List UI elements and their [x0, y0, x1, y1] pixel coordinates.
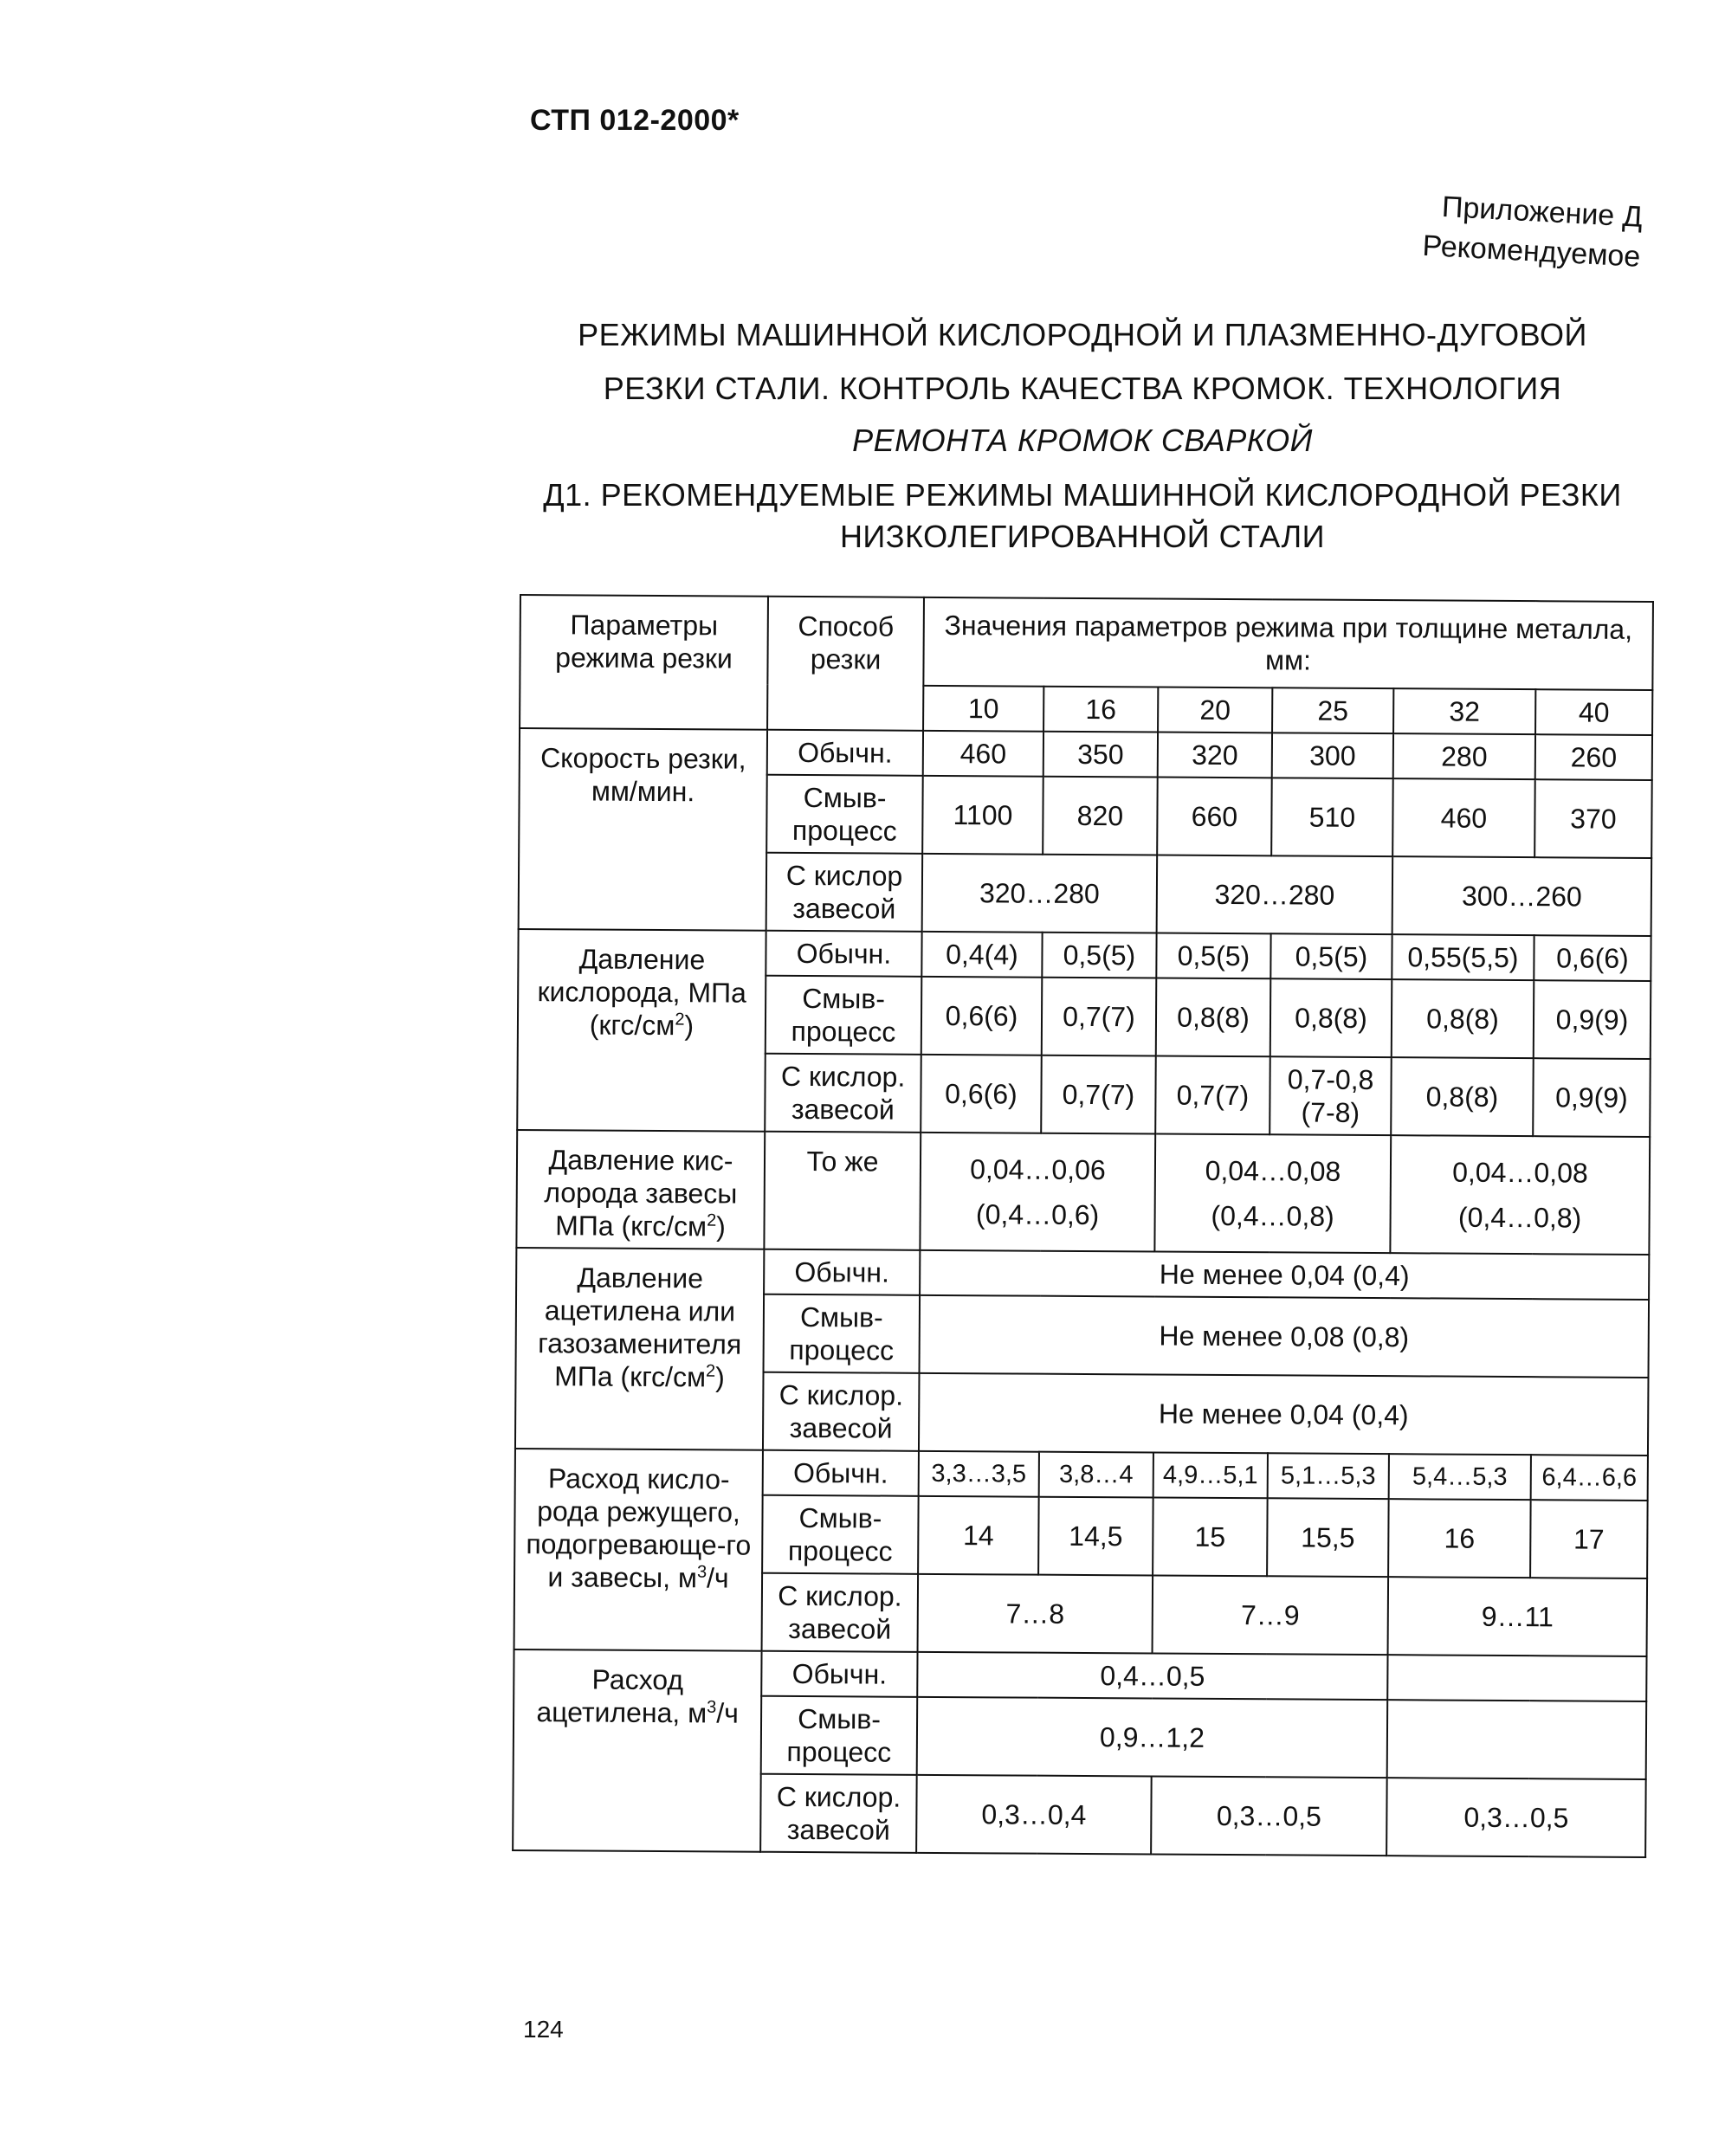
value-cell: 0,9…1,2 [917, 1697, 1388, 1778]
param-cutting-speed: Скорость резки, мм/мин. [519, 728, 767, 931]
value-cell: 370 [1534, 779, 1652, 858]
value-line: (0,4…0,8) [1211, 1199, 1334, 1232]
header-values: Значения параметров режима при толщине металла, мм: [923, 597, 1653, 690]
param-oxygen-flow [514, 1449, 763, 1651]
param-label-end: /ч [706, 1562, 729, 1594]
method-cell: Смыв-процесс [761, 1696, 918, 1775]
value-cell: 3,8…4 [1039, 1452, 1153, 1498]
value-cell: 0,7(7) [1042, 978, 1157, 1056]
method-cell: Обычн. [767, 730, 923, 776]
thickness-cell: 20 [1158, 687, 1272, 733]
section-title-line-1: Д1. РЕКОМЕНДУЕМЫЕ РЕЖИМЫ МАШИННОЙ КИСЛОРОДНОЙ РЕЗКИ [543, 477, 1622, 513]
param-label-end: ) [684, 1010, 695, 1042]
cutting-regimes-table [512, 594, 1654, 1858]
param-label-end: ) [716, 1210, 726, 1243]
table-row [520, 728, 1652, 780]
table-row [514, 1649, 1646, 1701]
value-cell: 9…11 [1388, 1577, 1648, 1656]
param-label-end: /ч [716, 1697, 739, 1729]
value-cell: Не менее 0,04 (0,4) [920, 1250, 1649, 1300]
value-cell: 460 [923, 731, 1043, 777]
method-cell: С кислор. завесой [763, 1372, 920, 1451]
value-cell: 820 [1043, 777, 1158, 855]
value-cell: 0,8(8) [1391, 1057, 1534, 1136]
value-cell: 320…280 [1157, 855, 1393, 935]
value-cell: 0,3…0,4 [916, 1775, 1152, 1855]
value-cell: 260 [1535, 734, 1652, 780]
value-cell: 320…280 [922, 854, 1158, 933]
value-cell: 17 [1530, 1500, 1648, 1578]
value-cell: 320 [1158, 733, 1272, 778]
value-cell: 15 [1153, 1497, 1268, 1576]
value-cell: 14,5 [1038, 1497, 1153, 1576]
superscript: 3 [696, 1562, 707, 1582]
value-cell: 0,6(6) [1534, 935, 1651, 981]
section-title-line-2: НИЗКОЛЕГИРОВАННОЙ СТАЛИ [839, 519, 1326, 554]
value-cell: 0,8(8) [1270, 978, 1392, 1057]
method-cell: Обычн. [766, 931, 921, 977]
value-cell [920, 1133, 1155, 1252]
appendix-title: Приложение Д [1441, 190, 1644, 234]
value-cell: 510 [1271, 778, 1393, 856]
thickness-cell: 16 [1043, 687, 1158, 733]
value-cell: 0,7-0,8 (7-8) [1270, 1056, 1392, 1135]
param-label: Давление ацетилена или газозаменителя МПа (кгс/см [538, 1262, 742, 1393]
table-row [518, 929, 1651, 981]
value-cell: 0,5(5) [1156, 933, 1270, 979]
value-cell: 280 [1393, 733, 1535, 779]
method-cell: С кислор завесой [766, 853, 923, 932]
page-number: 124 [523, 2016, 564, 2043]
method-cell: Обычн. [763, 1450, 919, 1496]
table-row [516, 1130, 1650, 1255]
value-cell: 0,9(9) [1533, 1058, 1651, 1137]
value-line: 0,04…0,06 [970, 1153, 1106, 1186]
value-cell: 3,3…3,5 [919, 1451, 1039, 1497]
value-cell: 7…9 [1153, 1575, 1389, 1655]
method-cell: Смыв-процесс [766, 976, 922, 1055]
title-line-3: РЕМОНТА КРОМОК СВАРКОЙ [852, 423, 1313, 458]
value-cell: 16 [1388, 1499, 1531, 1578]
value-cell: 6,4…6,6 [1531, 1455, 1648, 1501]
method-cell: Обычн. [764, 1249, 920, 1295]
method-cell: Смыв-процесс [762, 1495, 919, 1574]
method-cell: Обычн. [761, 1651, 917, 1697]
value-cell: 4,9…5,1 [1153, 1452, 1268, 1498]
empty-cell [1387, 1655, 1646, 1701]
param-label-end: ) [715, 1361, 725, 1393]
value-cell: 15,5 [1267, 1498, 1389, 1577]
method-cell: Смыв-процесс [766, 775, 923, 854]
cutting-regimes-table-wrapper [512, 594, 1654, 1858]
table-header-row [520, 595, 1653, 690]
thickness-cell: 40 [1535, 689, 1652, 735]
param-acetylene-flow [513, 1649, 761, 1852]
thickness-cell: 32 [1393, 688, 1535, 734]
superscript: 3 [707, 1697, 717, 1717]
param-label: Давление кислорода, МПа (кгс/см [537, 943, 746, 1042]
thickness-cell: 10 [923, 686, 1043, 732]
table-row [515, 1449, 1648, 1501]
value-cell: 0,8(8) [1156, 978, 1271, 1057]
appendix-label [1422, 186, 1644, 277]
value-cell: 300 [1272, 733, 1393, 778]
value-cell: Не менее 0,04 (0,4) [919, 1373, 1649, 1456]
value-cell: 1100 [922, 776, 1043, 855]
value-cell: 0,3…0,5 [1151, 1776, 1387, 1856]
value-cell [1390, 1135, 1650, 1255]
appendix-status: Рекомендуемое [1421, 229, 1642, 274]
param-acetylene-pressure [515, 1248, 764, 1450]
param-label: Расход ацетилена, м [536, 1663, 707, 1729]
value-cell: 660 [1157, 778, 1272, 856]
title-line-1: РЕЖИМЫ МАШИННОЙ КИСЛОРОДНОЙ И ПЛАЗМЕННО-ДУГОВОЙ [578, 317, 1587, 352]
value-line: (0,4…0,6) [975, 1198, 1100, 1231]
value-cell: 0,55(5,5) [1392, 934, 1534, 980]
value-cell: 0,7(7) [1041, 1055, 1156, 1134]
param-label: Расход кисло-рода режущего, подогревающе-го и завесы, м [526, 1462, 752, 1594]
value-cell: 300…260 [1392, 856, 1652, 936]
superscript: 2 [707, 1210, 717, 1230]
value-cell: 0,7(7) [1155, 1055, 1270, 1134]
document-code: СТП 012-2000* [530, 104, 740, 137]
param-curtain-oxygen-pressure [516, 1130, 765, 1249]
value-cell: 7…8 [918, 1574, 1153, 1654]
value-cell [1154, 1133, 1391, 1253]
method-cell: С кислор. завесой [765, 1054, 921, 1133]
value-cell: 0,9(9) [1534, 980, 1651, 1059]
value-cell: 460 [1392, 778, 1535, 857]
superscript: 2 [675, 1010, 685, 1030]
value-cell: 14 [918, 1496, 1039, 1575]
value-cell: 0,3…0,5 [1386, 1778, 1646, 1857]
method-cell: С кислор. завесой [762, 1573, 919, 1652]
value-line: 0,04…0,08 [1452, 1156, 1588, 1189]
value-cell: 0,4(4) [921, 932, 1042, 978]
thickness-cell: 25 [1272, 687, 1393, 733]
value-cell: 0,8(8) [1392, 979, 1534, 1058]
param-oxygen-pressure [517, 929, 766, 1132]
empty-cell [1387, 1700, 1647, 1779]
value-cell: 0,5(5) [1042, 933, 1156, 978]
method-cell: С кислор. завесой [760, 1774, 917, 1853]
section-title [537, 474, 1628, 558]
method-cell: Смыв-процесс [764, 1294, 921, 1373]
method-cell: То же [764, 1132, 921, 1250]
value-cell: 0,4…0,5 [917, 1652, 1387, 1700]
value-cell: 5,4…5,3 [1389, 1454, 1531, 1500]
table-row [516, 1248, 1649, 1300]
param-label: Давление кис-лорода завесы МПа (кгс/см [544, 1144, 738, 1243]
value-line: (0,4…0,8) [1457, 1201, 1582, 1234]
value-cell: 0,6(6) [921, 1055, 1042, 1133]
value-line: 0,04…0,08 [1205, 1154, 1341, 1187]
header-params: Параметры режима резки [520, 595, 768, 730]
superscript: 2 [705, 1361, 716, 1381]
value-cell: 350 [1043, 732, 1158, 778]
title-line-2: РЕЗКИ СТАЛИ. КОНТРОЛЬ КАЧЕСТВА КРОМОК. ТЕХНОЛОГИЯ [603, 371, 1562, 406]
value-cell: 5,1…5,3 [1268, 1453, 1389, 1499]
value-cell: 0,6(6) [921, 977, 1043, 1055]
value-cell: 0,5(5) [1270, 933, 1392, 979]
value-cell: Не менее 0,08 (0,8) [920, 1295, 1650, 1378]
header-method: Способ резки [767, 597, 924, 731]
